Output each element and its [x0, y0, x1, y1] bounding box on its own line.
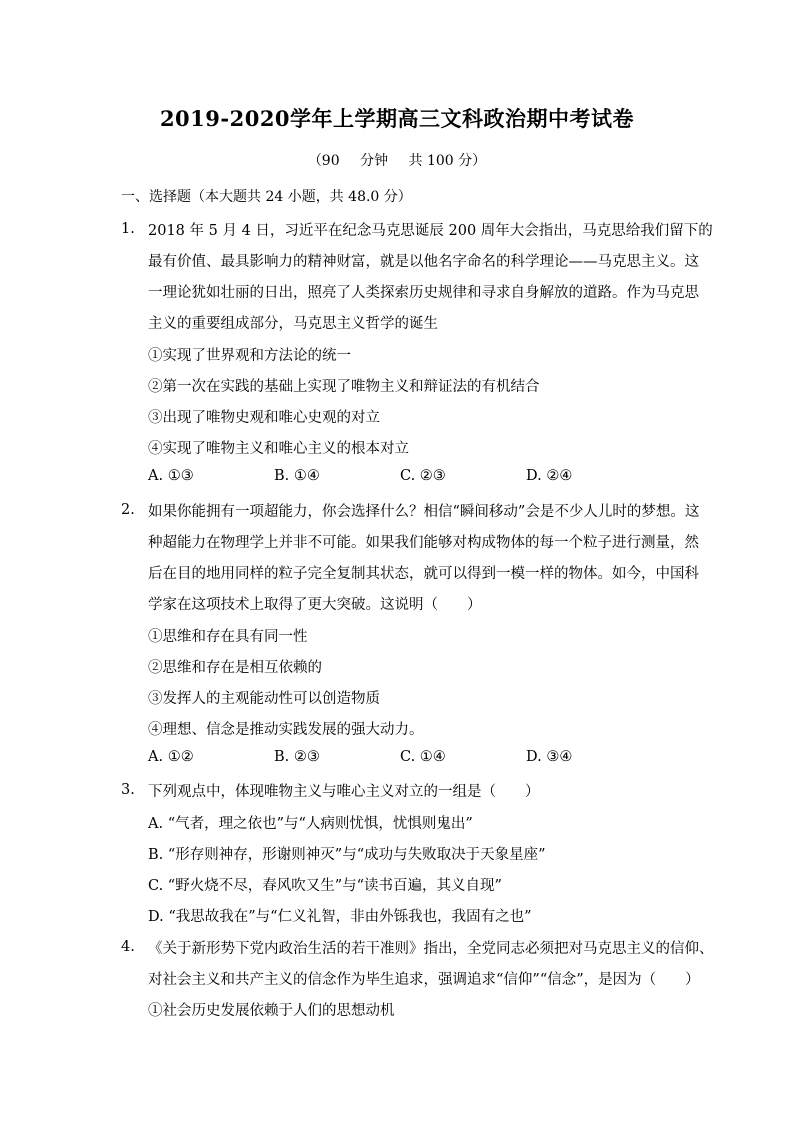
question-stem-line: 2018 年 5 月 4 日，习近平在纪念马克思诞辰 200 周年大会指出，马克思给我们留下的 — [148, 223, 713, 239]
choice-b: B. ②③ — [274, 749, 320, 765]
question-number: 1. — [121, 221, 135, 237]
statement-item: ④理想、信念是推动实践发展的强大动力。 — [148, 722, 424, 738]
subtitle-time: （90 — [307, 153, 340, 169]
choice-c: C. ①④ — [400, 749, 446, 765]
choice-a: A. ①② — [148, 749, 194, 765]
statement-item: ①思维和存在具有同一性 — [148, 629, 308, 645]
statement-item: ②思维和存在是相互依赖的 — [148, 660, 322, 676]
statement-item: ①实现了世界观和方法论的统一 — [148, 348, 351, 364]
statement-item: ④实现了唯物主义和唯心主义的根本对立 — [148, 441, 409, 457]
question-stem-line: 下列观点中，体现唯物主义与唯心主义对立的一组是（ ） — [148, 784, 540, 800]
choice-d: D. ③④ — [526, 749, 573, 765]
choice-b: B. ①④ — [274, 468, 320, 484]
question-number: 4. — [121, 939, 135, 955]
question-stem-line: 对社会主义和共产主义的信念作为毕生追求，强调追求“信仰”“信念”，是因为（ ） — [148, 972, 700, 988]
choice-b: B. “形存则神存，形谢则神灭”与“成功与失败取决于天象星座” — [148, 847, 546, 863]
statement-item: ③出现了唯物史观和唯心史观的对立 — [148, 410, 380, 426]
question-number: 3. — [121, 782, 135, 798]
section-heading: 一、选择题（本大题共 24 小题，共 48.0 分） — [121, 189, 412, 205]
question-stem-line: 如果你能拥有一项超能力，你会选择什么？相信“瞬间移动”会是不少人儿时的梦想。这 — [148, 504, 700, 520]
choice-d: D. “我思故我在”与“仁义礼智，非由外铄我也，我固有之也” — [148, 909, 532, 925]
question-stem-line: 种超能力在物理学上并非不可能。如果我们能够对构成物体的每一个粒子进行测量，然 — [148, 535, 699, 551]
question-number: 2. — [121, 502, 135, 518]
statement-item: ②第一次在实践的基础上实现了唯物主义和辩证法的有机结合 — [148, 379, 540, 395]
subtitle-total: 共 100 分） — [408, 153, 487, 169]
question-stem-line: 学家在这项技术上取得了更大突破。这说明（ ） — [148, 597, 482, 613]
exam-subtitle — [0, 150, 794, 170]
question-stem-line: 主义的重要组成部分，马克思主义哲学的诞生 — [148, 316, 438, 332]
page-title: 2019-2020学年上学期高三文科政治期中考试卷 — [159, 106, 635, 131]
statement-item: ①社会历史发展依赖于人们的思想动机 — [148, 1003, 395, 1019]
subtitle-unit: 分钟 — [360, 153, 389, 169]
choice-d: D. ②④ — [526, 468, 573, 484]
choice-a: A. “气者，理之依也”与“人病则忧惧，忧惧则鬼出” — [148, 816, 473, 832]
question-stem-line: 《关于新形势下党内政治生活的若干准则》指出，全党同志必须把对马克思主义的信仰、 — [148, 941, 714, 957]
choice-c: C. ②③ — [400, 468, 446, 484]
choice-c: C. “野火烧不尽，春风吹又生”与“读书百遍，其义自现” — [148, 878, 502, 894]
question-stem-line: 最有价值、最具影响力的精神财富，就是以他名字命名的科学理论——马克思主义。这 — [148, 254, 699, 270]
statement-item: ③发挥人的主观能动性可以创造物质 — [148, 691, 380, 707]
question-stem-line: 一理论犹如壮丽的日出，照亮了人类探索历史规律和寻求自身解放的道路。作为马克思 — [148, 285, 699, 301]
question-stem-line: 后在目的地用同样的粒子完全复制其状态，就可以得到一模一样的物体。如今，中国科 — [148, 566, 699, 582]
choice-a: A. ①③ — [148, 468, 194, 484]
